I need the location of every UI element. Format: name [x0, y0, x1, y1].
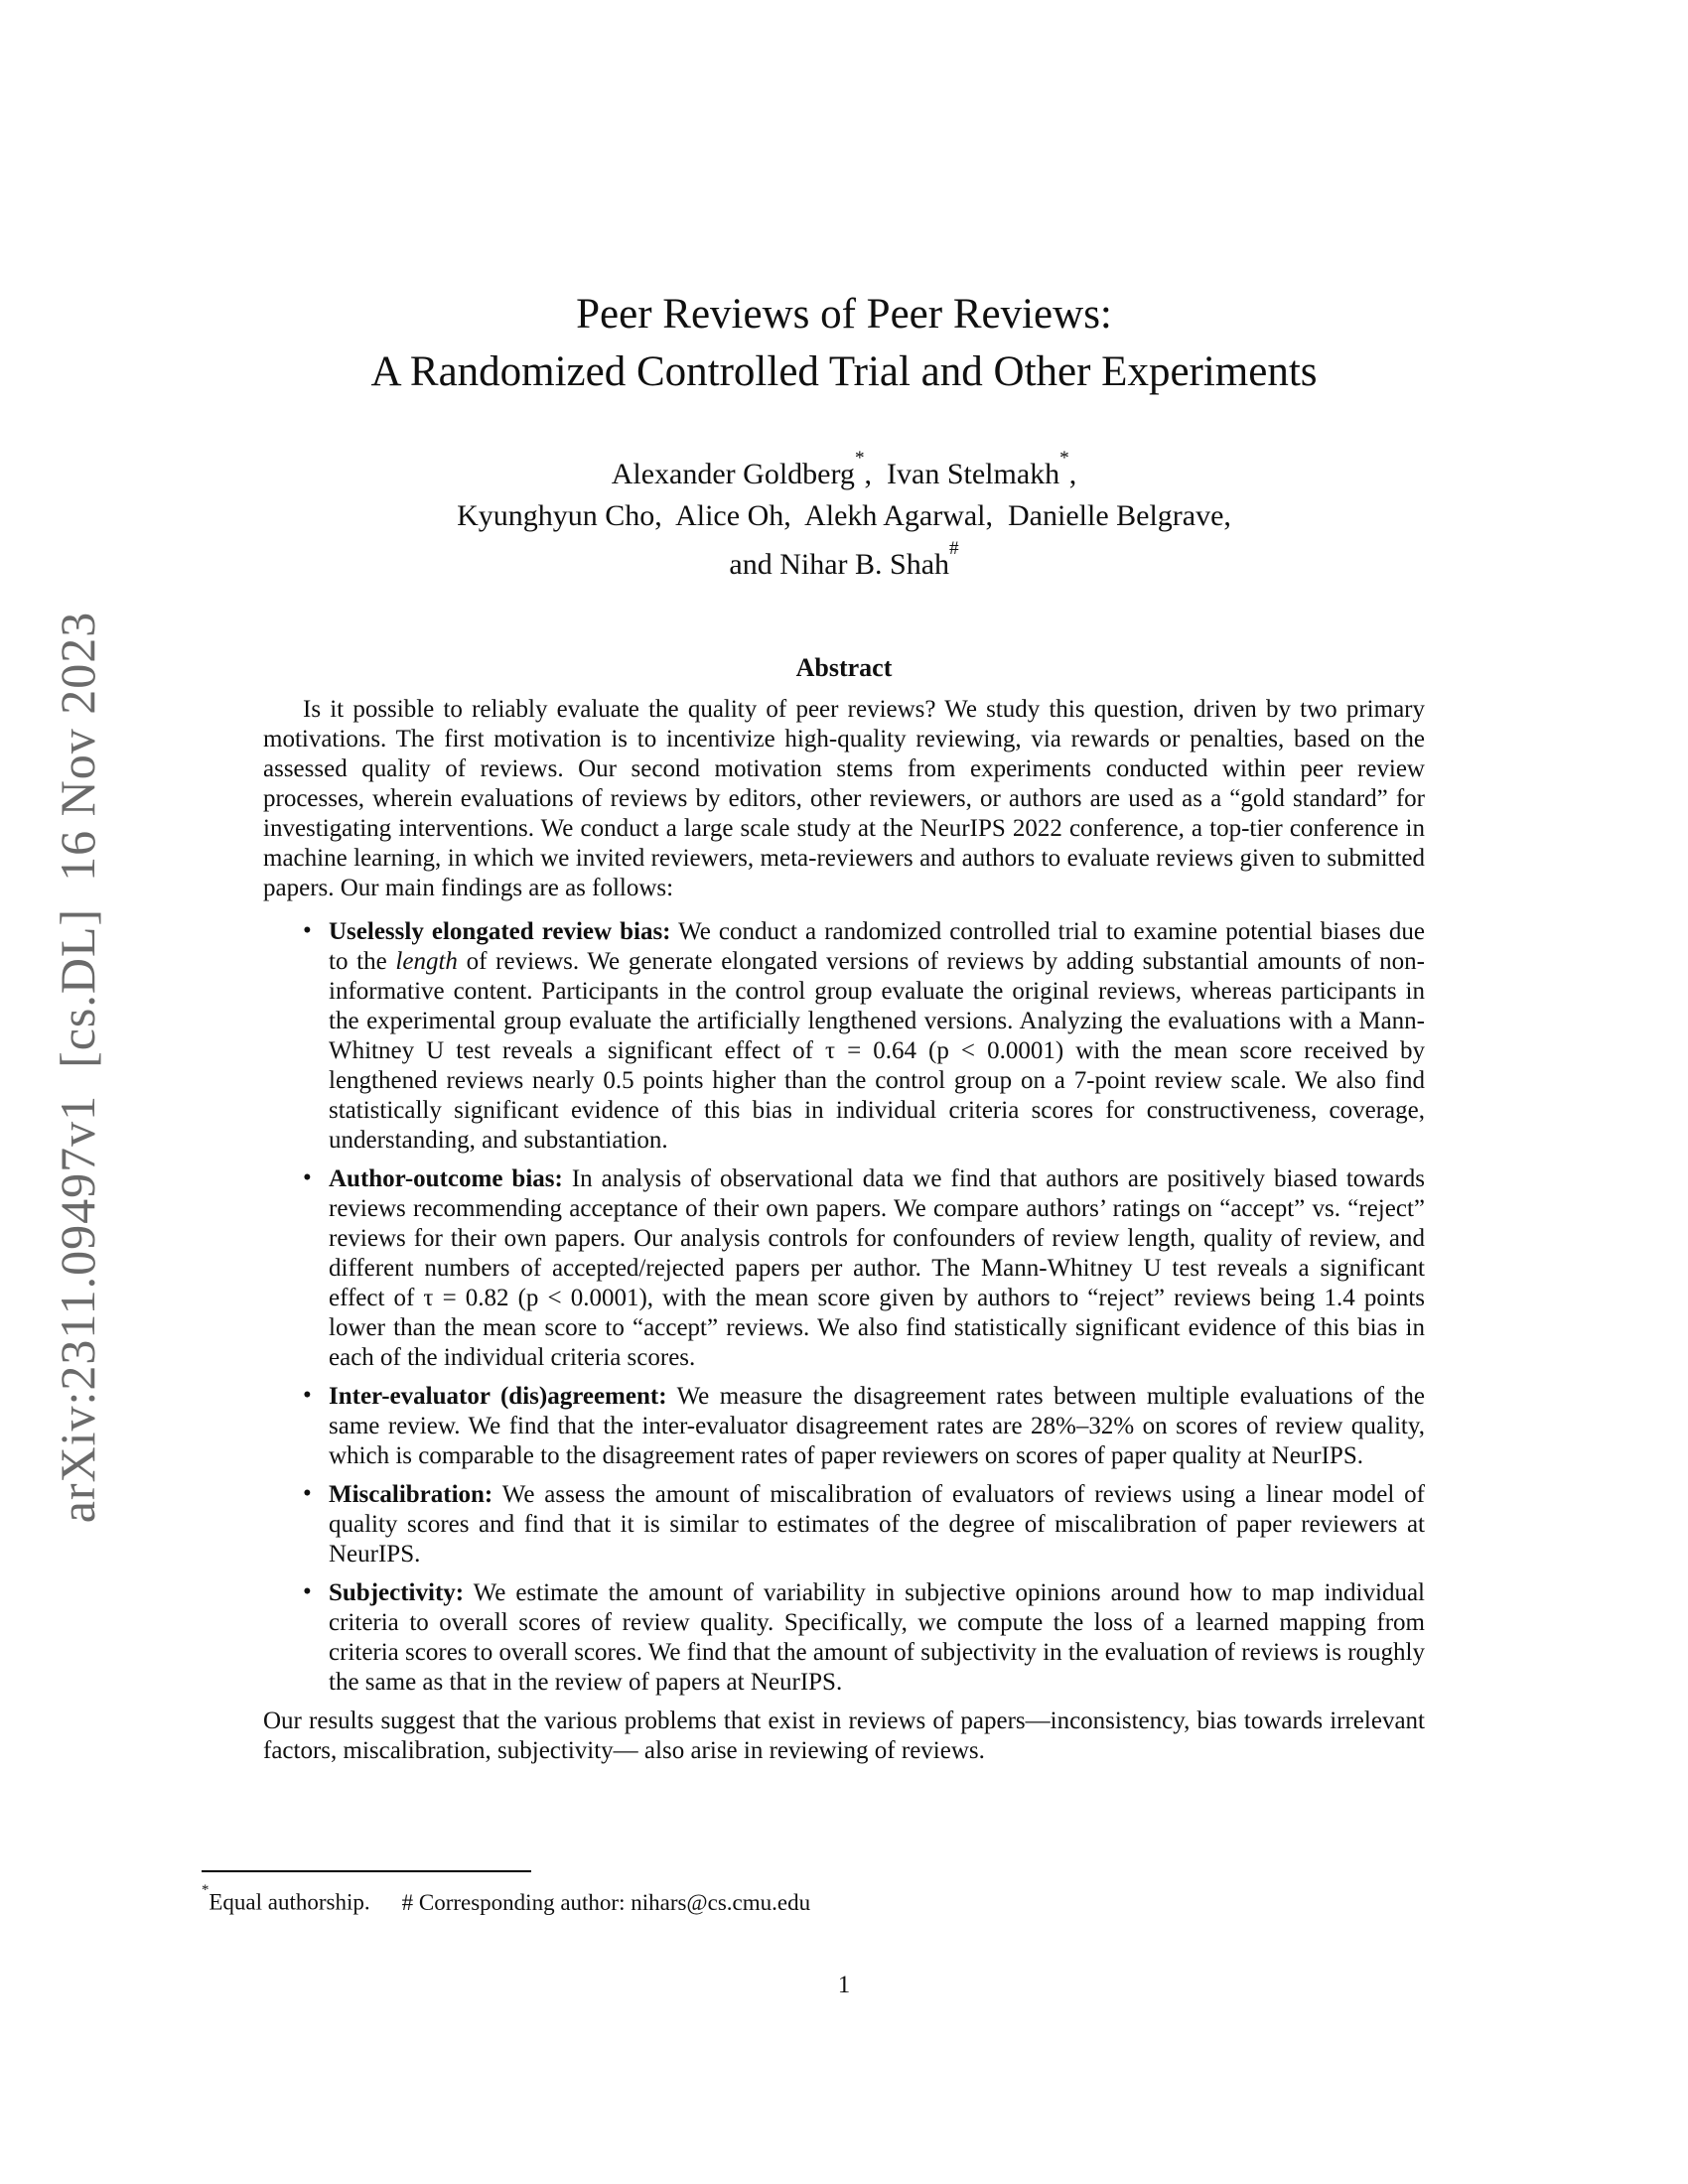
abstract-intro: Is it possible to reliably evaluate the quality of peer reviews? We study this question, driven by two primary motivations. The first motivation is to incentivize high-quality reviewing, via rewards or penalties, based on the assessed quality of reviews. Our second motivation stems from experiments conducted within peer review processes, wherein evaluations of reviews by editors, other reviewers, or authors are used as a “gold standard” for investigating interventions. We conduct a large scale study at the NeurIPS 2022 conference, a top-tier conference in machine learning, in which we invited reviewers, meta-reviewers and authors to evaluate reviews given to submitted papers. Our main findings are as follows:	[263, 696, 1425, 901]
paper-header	[0, 286, 1688, 586]
author-line-3	[0, 537, 1688, 586]
corresponding-author-mark: #	[949, 538, 959, 560]
list-item-inter-evaluator-disagreement	[263, 1382, 1425, 1471]
bullet-icon: •	[303, 1480, 312, 1507]
bullet-label: Subjectivity:	[329, 1579, 465, 1606]
author-line-1	[0, 447, 1688, 495]
equal-authorship-mark: *	[854, 448, 865, 470]
arxiv-watermark: arXiv:2311.09497v1 [cs.DL] 16 Nov 2023	[50, 611, 105, 1524]
bullet-label: Uselessly elongated review bias:	[329, 918, 671, 945]
author-separator: ,	[864, 458, 888, 490]
abstract-heading: Abstract	[795, 653, 893, 682]
author-name: Ivan Stelmakh	[887, 458, 1060, 490]
bullet-text-italic: length	[395, 948, 458, 975]
author-name: and Nihar B. Shah	[729, 548, 950, 581]
paper-title	[0, 286, 1688, 401]
bullet-icon: •	[303, 1578, 312, 1605]
bullet-icon: •	[303, 1164, 312, 1191]
authors-block	[0, 447, 1688, 586]
bullet-icon: •	[303, 917, 312, 944]
bullet-text: We estimate the amount of variability in subjective opinions around how to map individual criteria to overall scores of review quality. Specifically, we compute the loss of a learned mapping from criteria scores to overall scores. We find that the amount of subjectivity in the evaluation of reviews is roughly the same as that in the review of papers at NeurIPS.	[329, 1579, 1425, 1696]
equal-authorship-mark: *	[202, 1882, 210, 1899]
footnote-equal-authorship: Equal authorship.	[209, 1889, 370, 1915]
list-item-miscalibration	[263, 1480, 1425, 1570]
page-number: 1	[837, 1972, 851, 1998]
bullet-text: In analysis of observational data we find that authors are positively biased towards reviews recommending acceptance of their own papers. We compare authors’ ratings on “accept” vs. “reject” reviews for their own papers. Our analysis controls for confounders of review length, quality of review, and different numbers of accepted/rejected papers per author. The Mann-Whitney U test reveals a significant effect of τ = 0.82 (p < 0.0001), with the mean score given by authors to “reject” reviews being 1.4 points lower than the mean score to “accept” reviews. We also find statistically significant evidence of this bias in each of the individual criteria scores.	[329, 1165, 1425, 1371]
footnote-corresponding-author: # Corresponding author: nihars@cs.cmu.edu	[401, 1889, 811, 1915]
list-item-author-outcome-bias	[263, 1164, 1425, 1373]
bullet-text: of reviews. We generate elongated versions of reviews by adding substantial amounts of non-informative content. Participants in the control group evaluate the original reviews, whereas participants in the experimental group evaluate the artificially lengthened versions. Analyzing the evaluations with a Mann-Whitney U test reveals a significant effect of τ = 0.64 (p < 0.0001) with the mean score received by lengthened reviews nearly 0.5 points higher than the control group on a 7-point review scale. We also find statistically significant evidence of this bias in individual criteria scores for constructiveness, coverage, understanding, and substantiation.	[329, 948, 1425, 1154]
findings-list	[263, 917, 1425, 1698]
equal-authorship-mark: *	[1059, 448, 1069, 470]
author-name: Alexander Goldberg	[611, 458, 855, 490]
bullet-icon: •	[303, 1382, 312, 1409]
author-comma: ,	[1068, 458, 1077, 490]
bullet-text: We assess the amount of miscalibration of evaluators of reviews using a linear model of quality scores and find that it is similar to estimates of the degree of miscalibration of paper reviewers at NeurIPS.	[329, 1481, 1425, 1568]
list-item-subjectivity	[263, 1578, 1425, 1698]
author-line-2: Kyunghyun Cho, Alice Oh, Alekh Agarwal, Danielle Belgrave,	[457, 499, 1231, 532]
abstract-section	[263, 651, 1425, 1766]
list-item-elongated-review-bias	[263, 917, 1425, 1156]
bullet-label: Inter-evaluator (dis)agreement:	[329, 1383, 667, 1410]
footnote-block	[202, 1870, 1486, 1918]
title-line-2: A Randomized Controlled Trial and Other Experiments	[370, 348, 1318, 395]
bullet-text: We measure the disagreement rates between multiple evaluations of the same review. We find that the inter-evaluator disagreement rates are 28%–32% on scores of review quality, which is comparable to the disagreement rates of paper reviewers on scores of paper quality at NeurIPS.	[329, 1383, 1425, 1469]
bullet-label: Author-outcome bias:	[329, 1165, 563, 1192]
bullet-label: Miscalibration:	[329, 1481, 493, 1508]
title-line-1: Peer Reviews of Peer Reviews:	[576, 291, 1112, 338]
abstract-closing: Our results suggest that the various problems that exist in reviews of papers—inconsistency, bias towards irrelevant factors, miscalibration, subjectivity— also arise in reviewing of reviews.	[263, 1707, 1425, 1764]
footnote	[202, 1882, 1486, 1918]
footnote-rule	[202, 1870, 531, 1872]
bullet-text: We conduct a randomized controlled trial to examine potential biases due to the	[329, 918, 1425, 975]
